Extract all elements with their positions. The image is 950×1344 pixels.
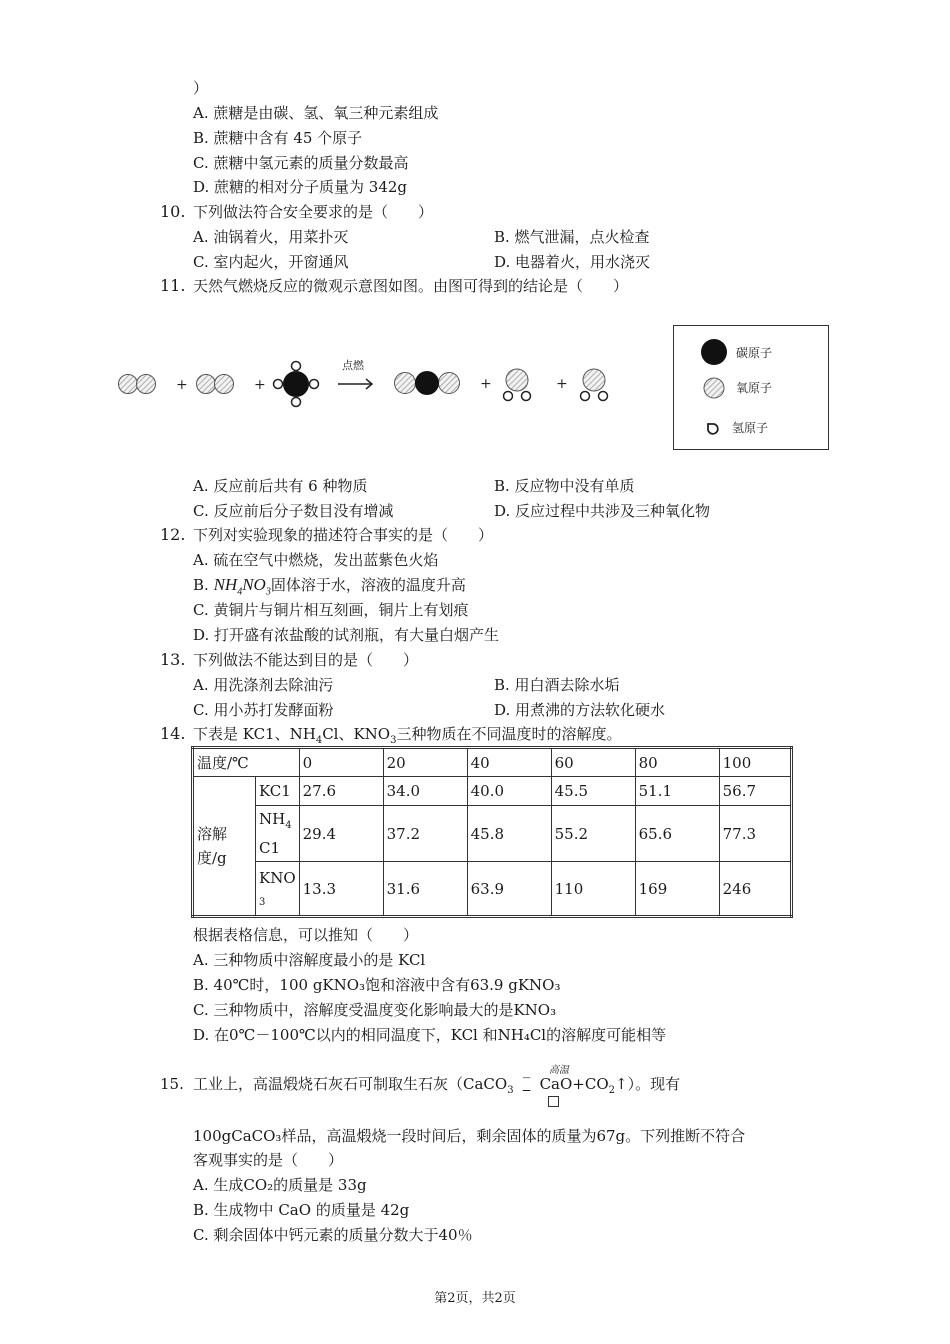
table-cell: 55.2 (551, 806, 635, 862)
methane-molecule (274, 362, 319, 407)
table-cell: 246 (719, 862, 791, 917)
q9-option-d: D. 蔗糖的相对分子质量为 342g (193, 178, 408, 196)
q15-line2: 100gCaCO₃样品，高温煅烧一段时间后，剩余固体的质量为67g。下列推断不符合 (193, 1127, 746, 1145)
q9-option-a: A. 蔗糖是由碳、氢、氧三种元素组成 (193, 104, 439, 122)
table-temp: 100 (719, 748, 791, 777)
table-cell: 45.5 (551, 777, 635, 806)
q11-number: 11. (160, 276, 186, 295)
q10-option-c: C. 室内起火，开窗通风 (193, 253, 349, 271)
q12-option-a: A. 硫在空气中燃烧，发出蓝紫色火焰 (193, 551, 439, 569)
table-cell: 169 (635, 862, 719, 917)
placeholder-box-icon (548, 1096, 559, 1107)
table-cell: 65.6 (635, 806, 719, 862)
q10-option-b: B. 燃气泄漏，点火检查 (494, 228, 650, 246)
q11-option-d: D. 反应过程中共涉及三种氧化物 (494, 502, 711, 520)
carbon-atom-icon (701, 339, 727, 365)
table-cell: 63.9 (467, 862, 551, 917)
table-temp: 20 (383, 748, 467, 777)
reaction-condition: 高温 (549, 1065, 569, 1076)
table-cell: 40.0 (467, 777, 551, 806)
q15-option-b: B. 生成物中 CaO 的质量是 42g (193, 1201, 410, 1219)
plus-sign: + (480, 376, 492, 392)
water-molecule-1 (504, 369, 531, 401)
oxygen-molecule-1 (119, 375, 156, 394)
q11-option-a: A. 反应前后共有 6 种物质 (193, 477, 368, 495)
q12-option-c: C. 黄铜片与铜片相互刻画，铜片上有划痕 (193, 601, 469, 619)
q11-option-b: B. 反应物中没有单质 (494, 477, 635, 495)
table-cell: 110 (551, 862, 635, 917)
q14-option-c: C. 三种物质中，溶解度受温度变化影响最大的是KNO₃ (193, 1001, 557, 1019)
oxygen-atom-icon (704, 378, 724, 398)
q15-number: 15. (160, 1075, 184, 1093)
q12-stem: 下列对实验现象的描述符合事实的是（ ） (193, 526, 494, 544)
q9-option-b: B. 蔗糖中含有 45 个原子 (193, 129, 363, 147)
legend-oxygen: 氧原子 (736, 381, 773, 395)
q12-number: 12. (160, 525, 186, 544)
table-row-label: 溶解度/g (193, 777, 256, 917)
table-cell: 34.0 (383, 777, 467, 806)
q14-stem: 下表是 KC1、$NH_4Cl$、$KNO_3$三种物质在不同温度时的溶解度。 (193, 725, 622, 746)
q13-number: 13. (160, 650, 186, 669)
q14-option-a: A. 三种物质中溶解度最小的是 KCl (193, 951, 426, 969)
atom-legend (673, 325, 829, 450)
arrow-label: 点燃 (342, 359, 364, 372)
plus-sign: + (556, 376, 568, 392)
legend-hydrogen: 氢原子 (732, 421, 769, 435)
plus-sign: + (176, 377, 188, 393)
q13-stem: 下列做法不能达到目的是（ ） (193, 651, 419, 669)
q11-option-c: C. 反应前后分子数目没有增减 (193, 502, 394, 520)
table-cell: 29.4 (299, 806, 383, 862)
q15-line1: 工业上，高温煅烧石灰石可制取生石灰（CaCO$_3$ ‾ $CaO+CO_2↑$）。现有 (193, 1075, 681, 1096)
q13-option-a: A. 用洗涤剂去除油污 (193, 676, 334, 694)
hydrogen-atom-icon (708, 424, 718, 434)
q14-after-table: 根据表格信息，可以推知（ ） (193, 926, 419, 944)
q10-number: 10. (160, 202, 186, 221)
q9-option-c: C. 蔗糖中氢元素的质量分数最高 (193, 154, 409, 172)
q15-line3: 客观事实的是（ ） (193, 1151, 344, 1169)
table-header-label: 温度/℃ (193, 748, 300, 777)
q14-option-d: D. 在0℃－100℃以内的相同温度下，KCl 和NH₄Cl的溶解度可能相等 (193, 1026, 667, 1044)
table-temp: 80 (635, 748, 719, 777)
table-cell: 77.3 (719, 806, 791, 862)
solubility-table (191, 746, 793, 918)
plus-sign: + (254, 377, 266, 393)
q12-option-d: D. 打开盛有浓盐酸的试剂瓶，有大量白烟产生 (193, 626, 500, 644)
table-cell: 27.6 (299, 777, 383, 806)
table-substance: $NH_4$ C1 (256, 806, 300, 862)
table-temp: 0 (299, 748, 383, 777)
carbon-dioxide-molecule (395, 371, 460, 395)
table-substance: KNO $_3$ (256, 862, 300, 917)
table-cell: 13.3 (299, 862, 383, 917)
q13-option-d: D. 用煮沸的方法软化硬水 (494, 701, 666, 719)
oxygen-molecule-2 (197, 375, 234, 394)
q14-option-b: B. 40℃时，100 gKNO₃饱和溶液中含有63.9 gKNO₃ (193, 976, 561, 994)
q10-stem: 下列做法符合安全要求的是（ ） (193, 203, 434, 221)
table-substance: KC1 (256, 777, 300, 806)
q13-option-c: C. 用小苏打发酵面粉 (193, 701, 334, 719)
legend-carbon: 碳原子 (736, 346, 773, 360)
q14-number: 14. (160, 724, 186, 743)
table-cell: 45.8 (467, 806, 551, 862)
q12-option-b: B. $NH_4NO_3$固体溶于水，溶液的温度升高 (193, 575, 466, 598)
table-cell: 31.6 (383, 862, 467, 917)
table-cell: 56.7 (719, 777, 791, 806)
table-cell: 51.1 (635, 777, 719, 806)
q13-option-b: B. 用白酒去除水垢 (494, 676, 620, 694)
table-cell: 37.2 (383, 806, 467, 862)
q10-option-d: D. 电器着火，用水浇灭 (494, 253, 651, 271)
q15-option-c: C. 剩余固体中钙元素的质量分数大于40％ (193, 1226, 473, 1244)
q9-stem-tail: ） (193, 79, 209, 97)
table-temp: 60 (551, 748, 635, 777)
table-temp: 40 (467, 748, 551, 777)
q11-stem: 天然气燃烧反应的微观示意图如图。由图可得到的结论是（ ） (193, 277, 629, 295)
q15-option-a: A. 生成CO₂的质量是 33g (193, 1176, 367, 1194)
reaction-diagram (110, 320, 630, 430)
page-footer: 第2页，共2页 (434, 1291, 516, 1306)
water-molecule-2 (581, 369, 608, 401)
q10-option-a: A. 油锅着火，用菜扑灭 (193, 228, 349, 246)
